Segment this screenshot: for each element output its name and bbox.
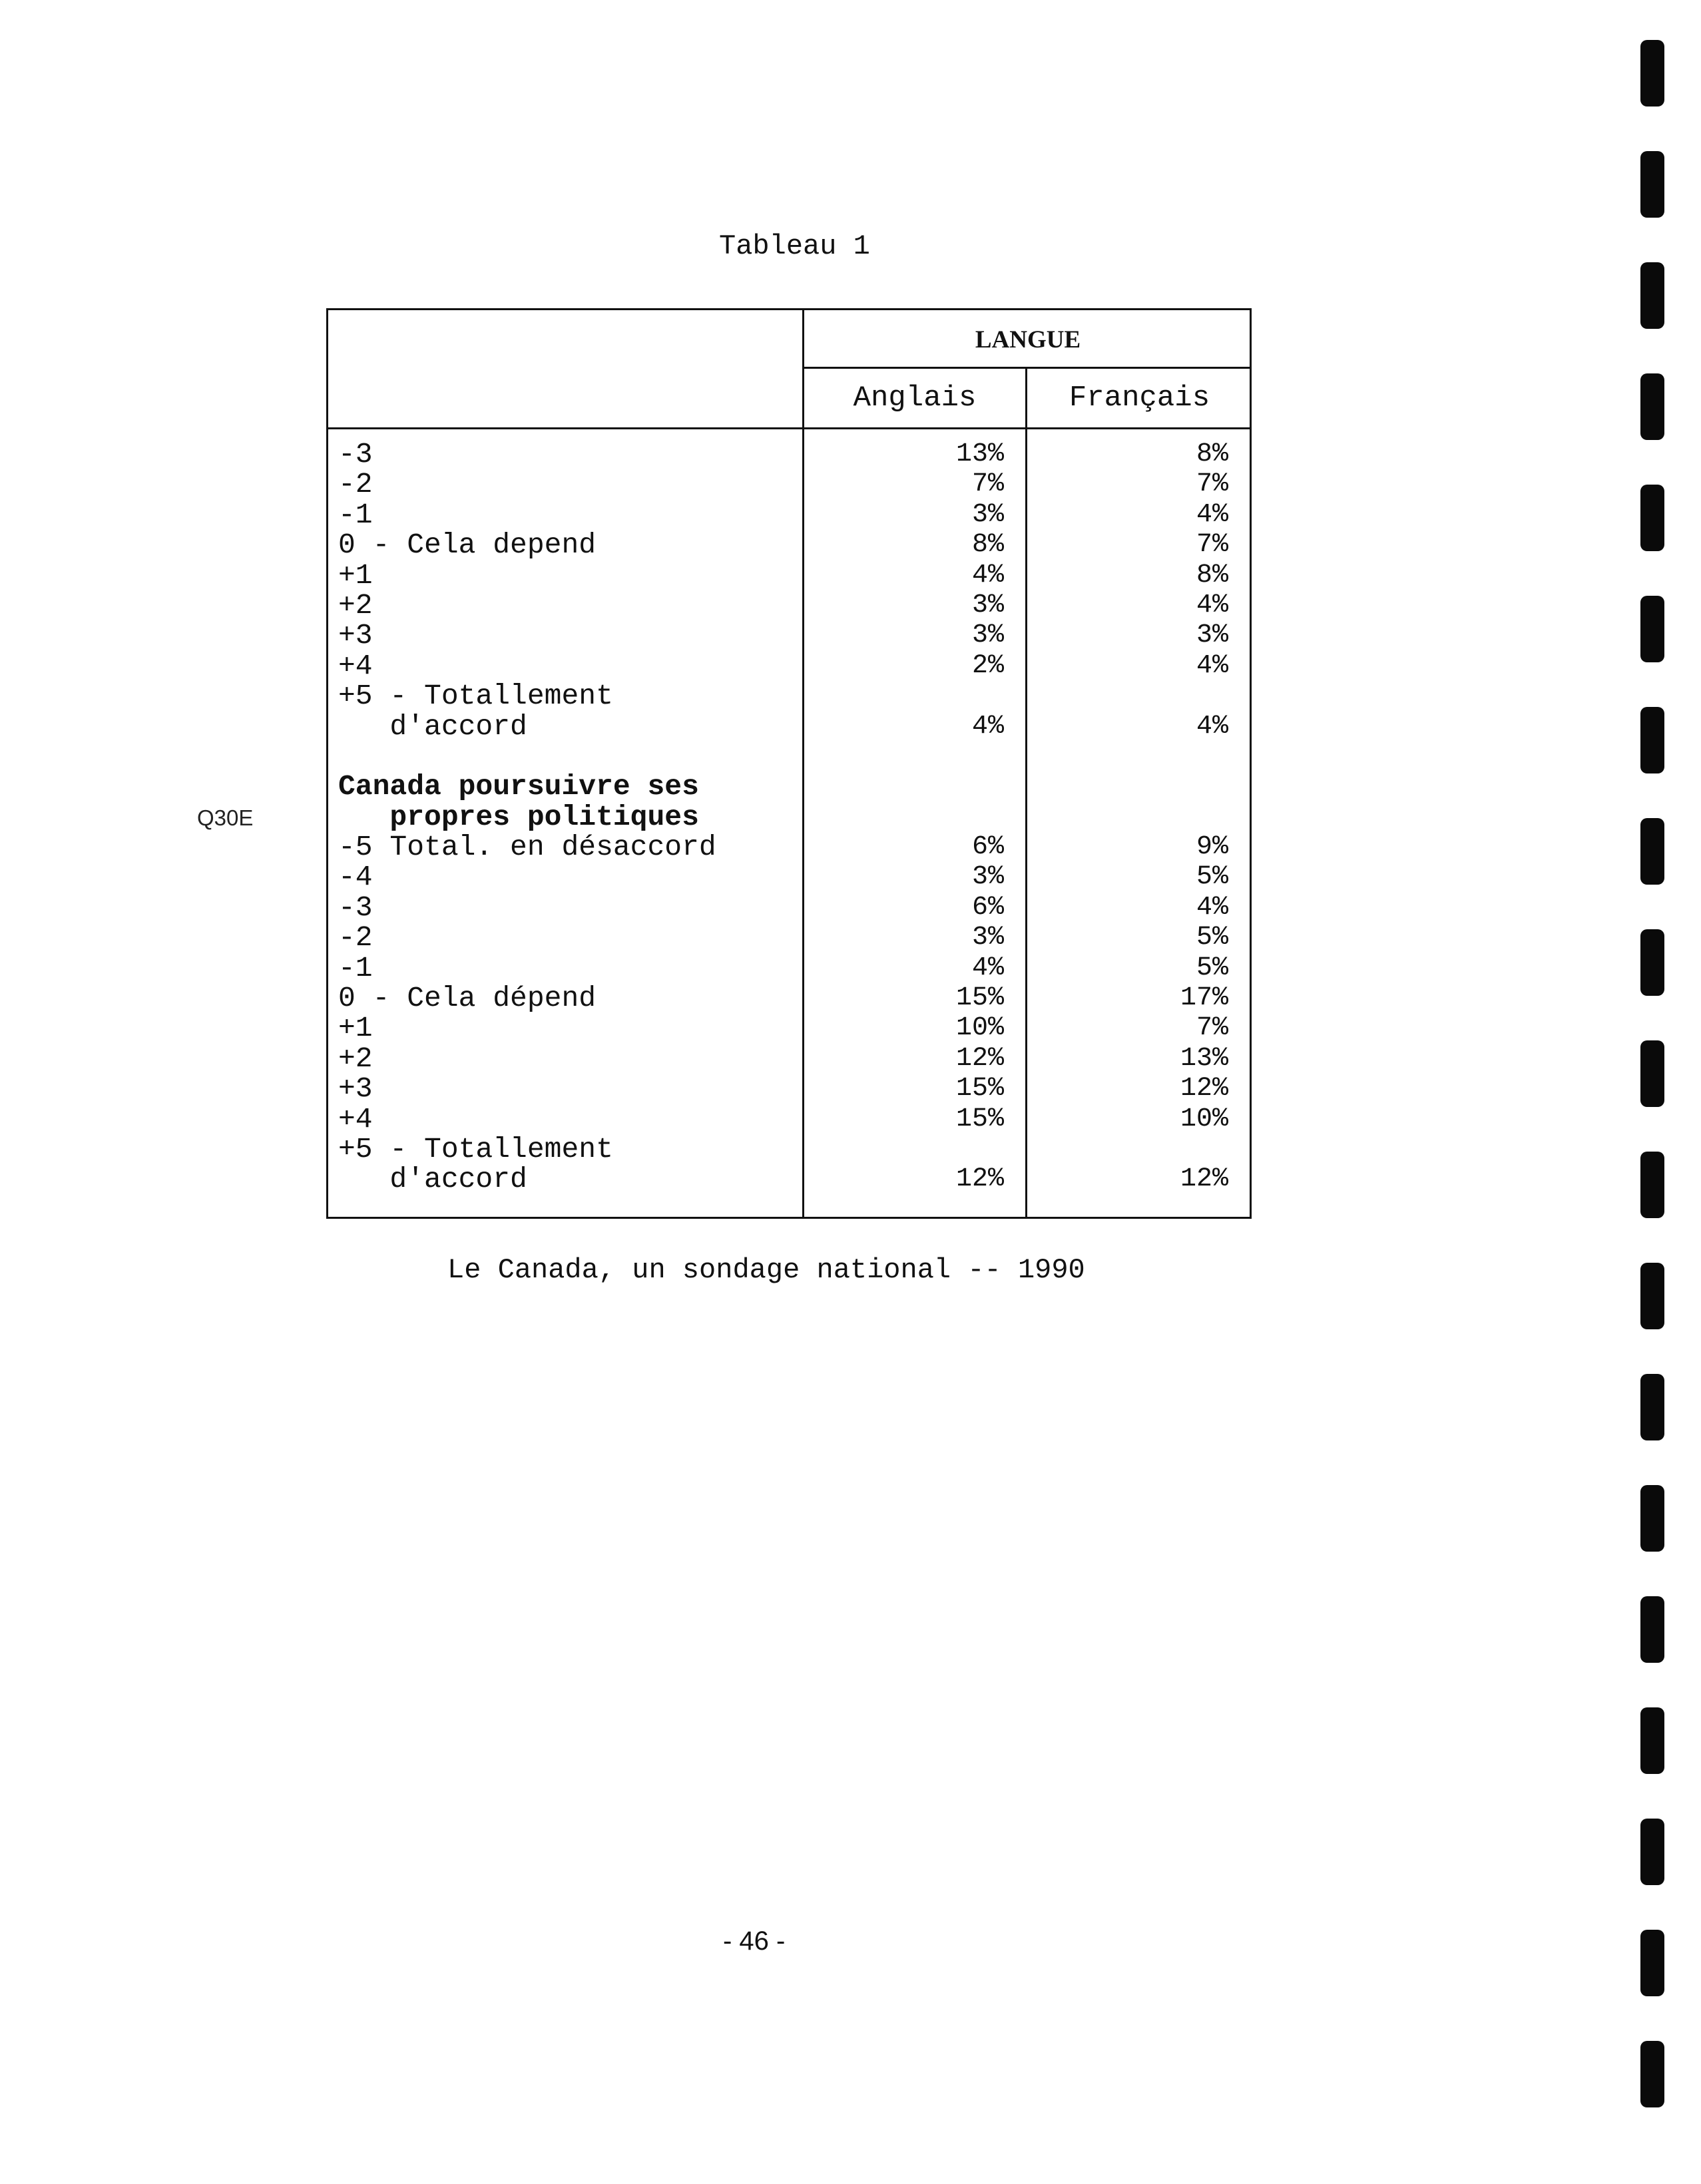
cell-francais: 4%	[1196, 499, 1228, 530]
table-row	[338, 802, 1244, 832]
row-label: +4	[338, 1102, 373, 1136]
binder-mark	[1640, 2041, 1664, 2107]
table-row	[338, 1134, 1244, 1164]
table-row	[338, 1164, 1244, 1194]
table-row	[338, 1044, 1244, 1074]
row-label: 0 - Cela dépend	[338, 982, 597, 1015]
table-row	[338, 439, 1244, 469]
cell-francais: 13%	[1180, 1043, 1228, 1074]
table-row	[338, 651, 1244, 681]
row-label: -2	[338, 921, 373, 955]
row-label: -5 Total. en désaccord	[338, 831, 716, 864]
table-row	[338, 590, 1244, 620]
cell-anglais: 4%	[971, 560, 1004, 590]
cell-anglais: 6%	[971, 832, 1004, 863]
row-label: -3	[338, 891, 373, 924]
table-row	[338, 500, 1244, 530]
row-label: -3	[338, 438, 373, 471]
cell-francais: 17%	[1180, 983, 1228, 1014]
header-rule-bottom	[326, 427, 1252, 429]
cell-anglais: 10%	[955, 1013, 1004, 1044]
cell-francais: 7%	[1196, 1013, 1228, 1044]
cell-francais: 5%	[1196, 953, 1228, 983]
table-row	[338, 983, 1244, 1013]
binder-mark	[1640, 1263, 1664, 1329]
cell-francais: 12%	[1180, 1164, 1228, 1195]
table-row	[338, 742, 1244, 771]
binder-mark	[1640, 151, 1664, 218]
table-row	[338, 1074, 1244, 1104]
cell-francais: 7%	[1196, 530, 1228, 560]
cell-francais: 9%	[1196, 832, 1228, 863]
cell-anglais: 15%	[955, 1074, 1004, 1104]
table-row	[338, 1013, 1244, 1043]
row-label: 0 - Cela depend	[338, 529, 597, 562]
row-label: +4	[338, 649, 373, 682]
binder-mark	[1640, 373, 1664, 440]
header-rule-langue	[802, 367, 1252, 369]
row-label: +3	[338, 1072, 373, 1106]
binder-mark	[1640, 1152, 1664, 1218]
column-header-francais: Français	[1069, 381, 1210, 415]
row-label: +3	[338, 619, 373, 652]
row-label: -1	[338, 498, 373, 531]
page-number: - 46 -	[723, 1926, 786, 1956]
table-row	[338, 681, 1244, 711]
table-row	[338, 832, 1244, 862]
binder-mark	[1640, 1596, 1664, 1663]
binder-mark	[1640, 1930, 1664, 1996]
binder-mark	[1640, 40, 1664, 107]
source-caption: Le Canada, un sondage national -- 1990	[447, 1254, 1085, 1286]
table-row	[338, 530, 1244, 560]
row-label: Canada poursuivre ses	[338, 770, 699, 803]
cell-francais: 7%	[1196, 469, 1228, 500]
cell-francais: 3%	[1196, 620, 1228, 651]
cell-anglais: 3%	[971, 923, 1004, 953]
cell-anglais: 15%	[955, 1104, 1004, 1134]
cell-anglais: 13%	[955, 439, 1004, 469]
cell-anglais: 4%	[971, 711, 1004, 742]
cell-anglais: 3%	[971, 499, 1004, 530]
table-title: Tableau 1	[719, 230, 870, 262]
table-row	[338, 560, 1244, 590]
binder-mark	[1640, 1374, 1664, 1440]
row-label: +1	[338, 1012, 373, 1045]
row-label: d'accord	[338, 710, 527, 743]
binder-mark	[1640, 1707, 1664, 1774]
question-code: Q30E	[197, 805, 254, 830]
cell-anglais: 3%	[971, 620, 1004, 651]
row-label: +5 - Totallement	[338, 680, 613, 713]
cell-francais: 4%	[1196, 650, 1228, 681]
cell-anglais: 6%	[971, 892, 1004, 923]
cell-anglais: 3%	[971, 590, 1004, 620]
table-row	[338, 893, 1244, 923]
group-header-langue: LANGUE	[975, 326, 1081, 353]
row-label: d'accord	[338, 1163, 527, 1196]
table-row	[338, 469, 1244, 499]
cell-francais: 12%	[1180, 1074, 1228, 1104]
row-label: -1	[338, 951, 373, 984]
table-row	[338, 712, 1244, 742]
table-row	[338, 923, 1244, 953]
table-row	[338, 620, 1244, 650]
cell-francais: 5%	[1196, 923, 1228, 953]
cell-anglais: 12%	[955, 1043, 1004, 1074]
table-row	[338, 862, 1244, 892]
column-header-anglais: Anglais	[853, 381, 977, 415]
table-row	[338, 1104, 1244, 1134]
row-label: propres politiques	[338, 800, 699, 833]
cell-anglais: 15%	[955, 983, 1004, 1014]
row-label: -4	[338, 861, 373, 894]
binder-mark	[1640, 707, 1664, 773]
table-row	[338, 771, 1244, 801]
cell-francais: 8%	[1196, 560, 1228, 590]
binder-mark	[1640, 818, 1664, 885]
cell-anglais: 2%	[971, 650, 1004, 681]
binder-mark	[1640, 1040, 1664, 1107]
row-label: -2	[338, 468, 373, 501]
cell-francais: 4%	[1196, 590, 1228, 620]
binder-mark	[1640, 1485, 1664, 1552]
cell-francais: 4%	[1196, 892, 1228, 923]
cell-francais: 5%	[1196, 862, 1228, 893]
cell-anglais: 8%	[971, 530, 1004, 560]
cell-francais: 10%	[1180, 1104, 1228, 1134]
binder-mark	[1640, 485, 1664, 551]
cell-anglais: 12%	[955, 1164, 1004, 1195]
row-label: +2	[338, 1042, 373, 1075]
table-body	[338, 439, 1244, 1195]
binder-mark	[1640, 262, 1664, 329]
cell-anglais: 3%	[971, 862, 1004, 893]
row-label: +5 - Totallement	[338, 1132, 613, 1166]
cell-anglais: 4%	[971, 953, 1004, 983]
row-label: +1	[338, 558, 373, 592]
table-row	[338, 953, 1244, 983]
row-label: +2	[338, 588, 373, 622]
cell-francais: 8%	[1196, 439, 1228, 469]
binder-mark	[1640, 1819, 1664, 1885]
cell-anglais: 7%	[971, 469, 1004, 500]
binder-mark	[1640, 929, 1664, 996]
binder-mark	[1640, 596, 1664, 662]
cell-francais: 4%	[1196, 711, 1228, 742]
